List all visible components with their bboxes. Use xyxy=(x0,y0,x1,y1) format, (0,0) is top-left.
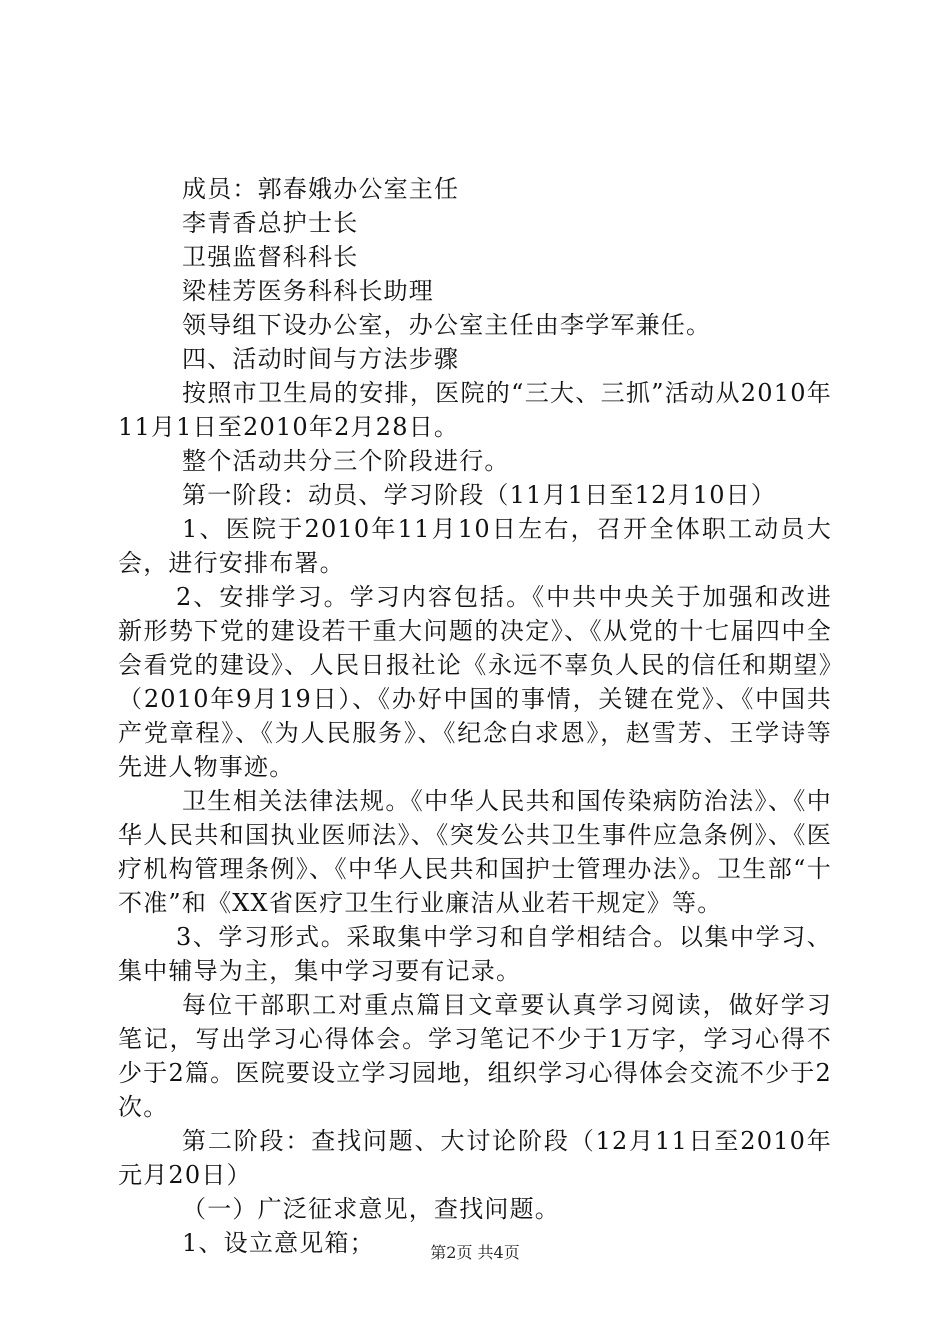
paragraph: 成员：郭春娥办公室主任 xyxy=(182,175,460,203)
paragraph: 每位干部职工对重点篇目文章要认真学习阅读，做好学习笔记，写出学习心得体会。学习笔记不少于1万字，学习心得不少于2篇。医院要设立学习园地，组织学习心得体会交流不少于2次。 xyxy=(118,991,832,1121)
stage-heading: 第一阶段：动员、学习阶段（11月1日至12月10日） xyxy=(182,481,777,509)
document-body xyxy=(118,172,832,1260)
paragraph: 卫生相关法律法规。《中华人民共和国传染病防治法》、《中华人民共和国执业医师法》、《突发公共卫生事件应急条例》、《医疗机构管理条例》、《中华人民共和国护士管理办法》。卫生部“十不准”和《XX省医疗卫生行业廉洁从业若干规定》等。 xyxy=(118,787,832,917)
paragraph: 领导组下设办公室，办公室主任由李学军兼任。 xyxy=(182,311,712,339)
paragraph: （一）广泛征求意见，查找问题。 xyxy=(182,1195,560,1223)
paragraph: 整个活动共分三个阶段进行。 xyxy=(182,447,510,475)
page-number: 第2页 共4页 xyxy=(430,1243,520,1262)
page-footer xyxy=(0,1243,950,1263)
section-heading: 四、活动时间与方法步骤 xyxy=(182,345,460,373)
paragraph: 卫强监督科科长 xyxy=(182,243,359,271)
stage-heading: 第二阶段：查找问题、大讨论阶段（12月11日至2010年元月20日） xyxy=(118,1127,832,1189)
paragraph: 1、设立意见箱； xyxy=(182,1229,375,1257)
paragraph: 2、安排学习。学习内容包括。《中共中央关于加强和改进新形势下党的建设若干重大问题的决定》、《从党的十七届四中全会看党的建设》、人民日报社论《永远不辜负人民的信任和期望》（2010年9月19日）、《办好中国的事情，关键在党》、《中国共产党章程》、《为人民服务》、《纪念白求恩》，赵雪芳、王学诗等先进人物事迹。 xyxy=(118,583,832,781)
paragraph: 梁桂芳医务科科长助理 xyxy=(182,277,434,305)
paragraph: 3、学习形式。采取集中学习和自学相结合。以集中学习、集中辅导为主，集中学习要有记录。 xyxy=(118,923,832,985)
paragraph: 李青香总护士长 xyxy=(182,209,359,237)
paragraph: 1、医院于2010年11月10日左右，召开全体职工动员大会，进行安排布署。 xyxy=(118,515,832,577)
paragraph: 按照市卫生局的安排，医院的“三大、三抓”活动从2010年11月1日至2010年2月28日。 xyxy=(118,379,832,441)
